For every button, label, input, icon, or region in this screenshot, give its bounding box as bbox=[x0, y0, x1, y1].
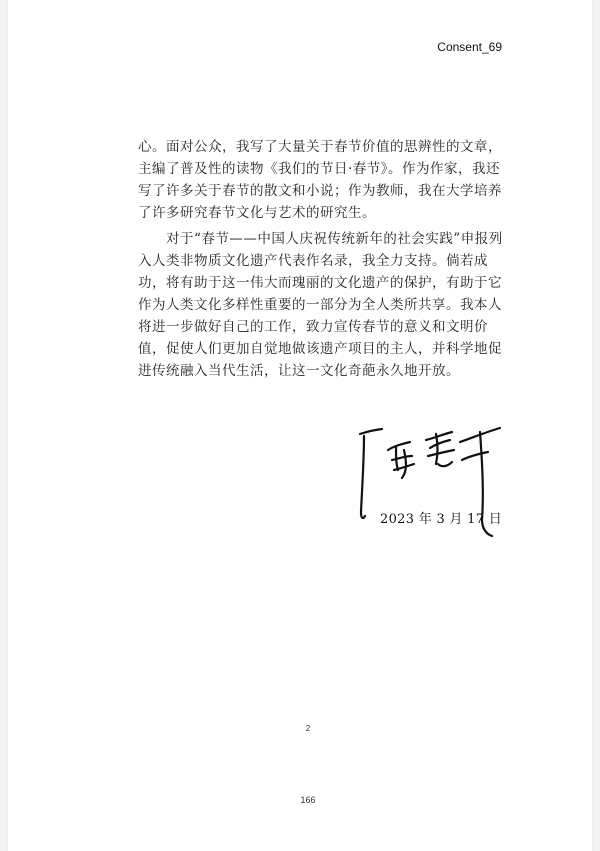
paragraph-1: 心。面对公众，我写了大量关于春节价值的思辨性的文章，主编了普及性的读物《我们的节日·春节》。作为作家，我还写了许多关于春节的散文和小说；作为教师，我在大学培养了许多研究春节文化与艺术的研究生。 bbox=[138, 139, 502, 221]
consent-label: Consent_69 bbox=[437, 40, 502, 54]
paragraph-2: 对于“春节——中国人庆祝传统新年的社会实践”申报列入人类非物质文化遗产代表作名录，我全力支持。倘若成功，将有助于这一伟大而瑰丽的文化遗产的保护，有助于它作为人类文化多样性重要的一部分为全人类所共享。我本人将进一步做好自己的工作，致力宣传春节的意义和文明价值，促使人们更加自觉地做该遗产项目的主人，并科学地促进传统融入当代生活，让这一文化奇葩永久地开放。 bbox=[138, 231, 503, 379]
inner-page-number: 2 bbox=[305, 724, 311, 733]
document-page bbox=[8, 0, 592, 851]
outer-page-number: 166 bbox=[300, 795, 316, 805]
signature-date: 2023 年 3 月 17 日 bbox=[380, 512, 503, 527]
letter-body bbox=[138, 136, 504, 382]
